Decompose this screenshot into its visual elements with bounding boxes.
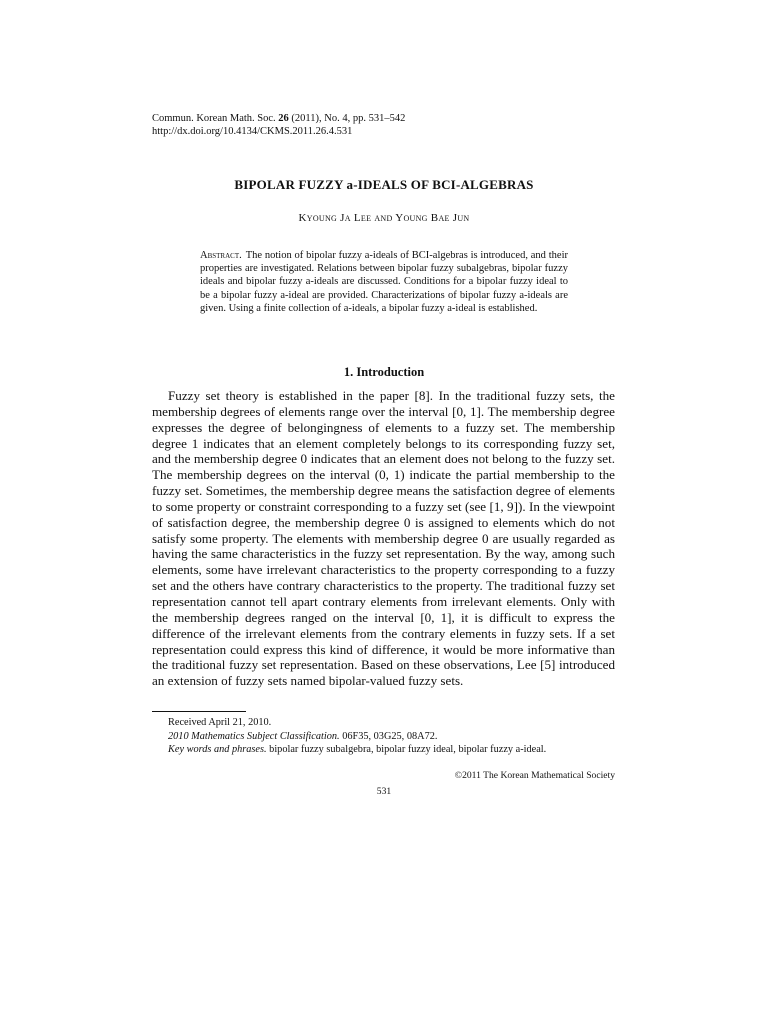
journal-header [152, 112, 405, 138]
abstract-text: The notion of bipolar fuzzy a-ideals of BCI-algebras is introduced, and their properties are investigated. Relations between bipolar fuzzy subalgebras, bipolar fuzzy ideals and bipolar fuzzy a-ideals are discussed. Conditions for a bipolar fuzzy ideal to be a bipolar fuzzy a-ideal are provided. Characterizations of bipolar fuzzy a-ideals are given. Using a finite collection of a-ideals, a bipolar fuzzy a-ideal is established. [200, 250, 568, 314]
journal-volume: 26 [278, 113, 289, 124]
doi-link[interactable]: http://dx.doi.org/10.4134/CKMS.2011.26.4.531 [152, 126, 353, 137]
copyright-notice: ©2011 The Korean Mathematical Society [454, 770, 615, 781]
footnote-msc-label: 2010 Mathematics Subject Classification. [168, 730, 340, 742]
footnotes [152, 716, 615, 757]
footnote-rule [152, 711, 246, 712]
footnote-msc-codes: 06F35, 03G25, 08A72. [342, 730, 438, 742]
footnote-keywords [152, 743, 615, 757]
section-heading: 1. Introduction [343, 365, 425, 379]
abstract [200, 249, 568, 315]
footnote-msc [152, 730, 615, 744]
journal-prefix: Commun. Korean Math. Soc. [152, 113, 276, 124]
paper-authors: Kyoung Ja Lee and Young Bae Jun [298, 212, 470, 224]
page-number: 531 [376, 786, 392, 797]
footnote-keywords-text: bipolar fuzzy subalgebra, bipolar fuzzy ideal, bipolar fuzzy a-ideal. [269, 744, 547, 755]
footnote-received: Received April 21, 2010. [168, 717, 272, 728]
introduction-paragraph: Fuzzy set theory is established in the paper [8]. In the traditional fuzzy sets, the membership degrees of elements range over the interval [0, 1]. The membership degree expresses the degree of belongingness of elements to a fuzzy set. The membership degree 1 indicates that an element completely belongs to its corresponding fuzzy set, and the membership degree 0 indicates that an element does not belong to the fuzzy set. The membership degrees on the interval (0, 1) indicate the partial membership to the fuzzy set. Sometimes, the membership degree means the satisfaction degree of elements to some property or constraint corresponding to a fuzzy set (see [1, 9]). In the viewpoint of satisfaction degree, the membership degree 0 is assigned to elements which do not satisfy some property. The elements with membership degree 0 are usually regarded as having the same characteristics in the fuzzy set representation. By the way, among such elements, some have irrelevant characteristics to the property corresponding to a fuzzy set and the others have contrary characteristics to the property. The traditional fuzzy set representation cannot tell apart contrary elements from irrelevant elements. Only with the membership degrees ranged on the interval [0, 1], it is difficult to express the difference of the irrelevant elements from the contrary elements in fuzzy sets. If a set representation could express this kind of difference, it would be more informative than the traditional fuzzy set representation. Based on these observations, Lee [5] introduced an extension of fuzzy sets named bipolar-valued fuzzy sets. [152, 388, 615, 689]
journal-suffix: (2011), No. 4, pp. 531–542 [291, 113, 406, 124]
journal-citation [152, 112, 405, 125]
footnote-keywords-label: Key words and phrases. [168, 744, 267, 755]
abstract-lead: Abstract. [200, 250, 242, 261]
paper-title: BIPOLAR FUZZY a-IDEALS OF BCI-ALGEBRAS [234, 177, 534, 192]
